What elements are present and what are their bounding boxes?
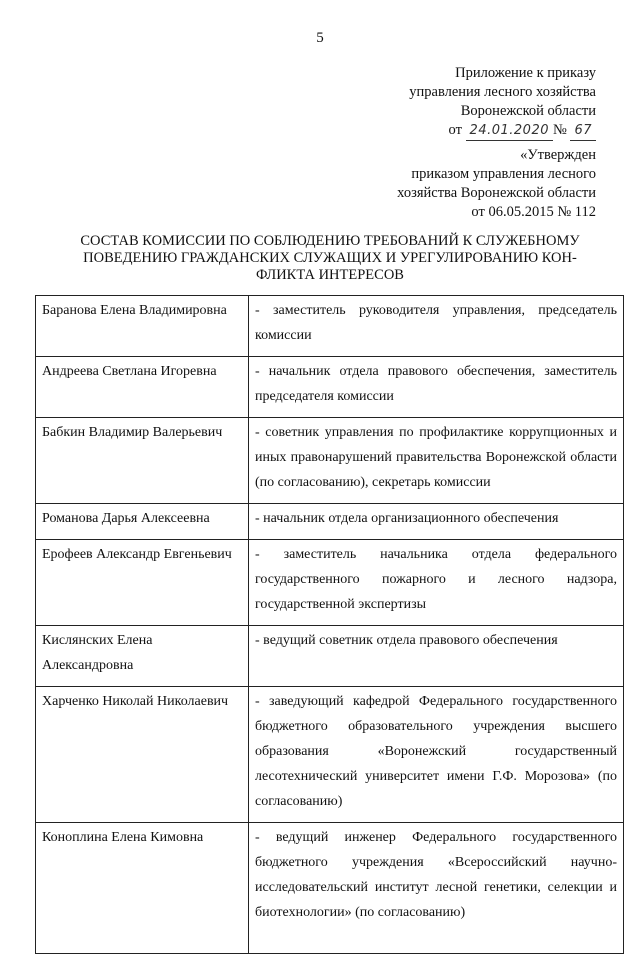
appendix-line: Приложение к приказу: [455, 65, 596, 81]
appendix-line: управления лесного хозяйства: [409, 84, 596, 100]
member-role: - заместитель начальника отдела федерального государственного пожарного и лесного надзора, государственной экспертизы: [249, 540, 624, 626]
table-row: [36, 357, 624, 418]
member-name: Харченко Николай Николаевич: [36, 687, 249, 823]
table-row: [36, 626, 624, 687]
order-reference: [409, 121, 596, 141]
member-name: Коноплина Елена Кимовна: [36, 823, 249, 954]
title-line: ПОВЕДЕНИЮ ГРАЖДАНСКИХ СЛУЖАЩИХ И УРЕГУЛИРОВАНИЮ КОН-: [83, 250, 577, 266]
member-name: Андреева Светлана Игоревна: [36, 357, 249, 418]
approved-line: «Утвержден: [520, 147, 596, 163]
page-number: 5: [316, 30, 324, 46]
document-title: [60, 233, 600, 284]
title-line: СОСТАВ КОМИССИИ ПО СОБЛЮДЕНИЮ ТРЕБОВАНИЙ К СЛУЖЕБНОМУ: [80, 233, 580, 249]
approved-line: приказом управления лесного: [411, 166, 596, 182]
table-row: [36, 504, 624, 540]
member-role: - советник управления по профилактике коррупционных и иных правонарушений правительства Воронежской области (по согласованию), секретарь комиссии: [249, 418, 624, 504]
appendix-line: Воронежской области: [460, 103, 596, 119]
member-role: - ведущий инженер Федерального государственного бюджетного учреждения «Всероссийский научно-исследовательский институт лесной генетики, селекции и биотехнологии» (по согласованию): [249, 823, 624, 954]
appendix-block: [409, 64, 596, 141]
member-name: Ерофеев Александр Евгеньевич: [36, 540, 249, 626]
handwritten-order-number: 67: [570, 121, 596, 141]
table-row: [36, 418, 624, 504]
table-row: [36, 823, 624, 954]
member-role: - начальник отдела правового обеспечения, заместитель председателя комиссии: [249, 357, 624, 418]
member-role: - ведущий советник отдела правового обеспечения: [249, 626, 624, 687]
member-name: Кислянских Елена Александровна: [36, 626, 249, 687]
member-name: Баранова Елена Владимировна: [36, 296, 249, 357]
table-row: [36, 687, 624, 823]
table-row: [36, 540, 624, 626]
approved-block: [397, 146, 596, 222]
handwritten-order-date: 24.01.2020: [466, 121, 553, 141]
table-row: [36, 296, 624, 357]
approved-line: от 06.05.2015 № 112: [471, 204, 596, 220]
approved-line: хозяйства Воронежской области: [397, 185, 596, 201]
order-number-sign: №: [552, 122, 567, 138]
order-prefix: от: [448, 122, 462, 138]
commission-members-table: [35, 295, 624, 954]
member-name: Бабкин Владимир Валерьевич: [36, 418, 249, 504]
member-role: - заведующий кафедрой Федерального государственного бюджетного образовательного учреждения высшего образования «Воронежский государственный лесотехнический университет имени Г.Ф. Морозова» (по согласованию): [249, 687, 624, 823]
member-role: - начальник отдела организационного обеспечения: [249, 504, 624, 540]
title-line: ФЛИКТА ИНТЕРЕСОВ: [256, 267, 404, 283]
member-name: Романова Дарья Алексеевна: [36, 504, 249, 540]
member-role: - заместитель руководителя управления, председатель комиссии: [249, 296, 624, 357]
